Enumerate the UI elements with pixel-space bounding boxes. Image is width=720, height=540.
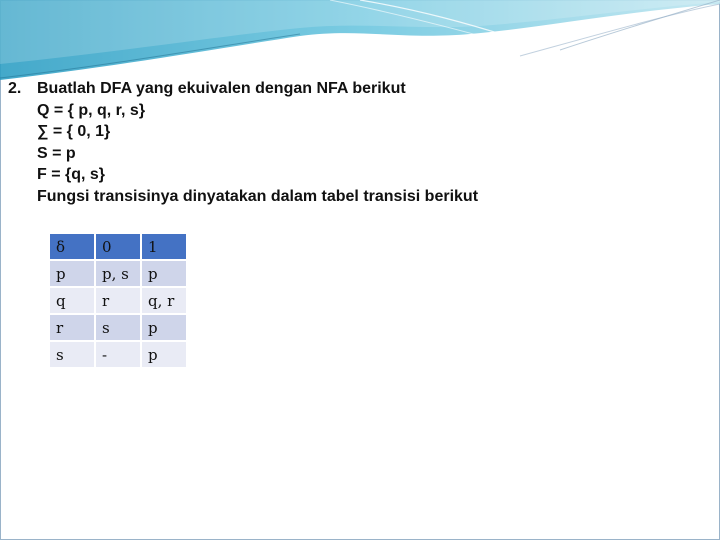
final-states: F = {q, s} (37, 166, 106, 184)
question-number: 2. (8, 80, 22, 97)
table-row (50, 342, 186, 367)
table-row (50, 261, 186, 286)
question-line (8, 164, 708, 186)
table-cell: - (96, 342, 140, 367)
question-line (8, 100, 708, 122)
table-cell: p (142, 315, 186, 340)
alphabet-set: ∑ = { 0, 1} (37, 123, 111, 141)
question-title: Buatlah DFA yang ekuivalen dengan NFA berikut (37, 80, 406, 97)
table-cell: p (50, 261, 94, 286)
table-cell: r (50, 315, 94, 340)
table-cell: s (96, 315, 140, 340)
question-block (8, 78, 708, 208)
table-cell: s (50, 342, 94, 367)
question-line (8, 143, 708, 165)
table-cell: q (50, 288, 94, 313)
table-cell: p (142, 342, 186, 367)
table-cell: r (96, 288, 140, 313)
transition-table (48, 232, 188, 369)
header-wave-decoration (0, 0, 720, 82)
table-intro: Fungsi transisinya dinyatakan dalam tabel transisi berikut (37, 187, 479, 205)
header-cell: δ (50, 234, 94, 259)
question-line (8, 121, 708, 143)
question-line (8, 186, 708, 208)
start-state: S = p (37, 144, 76, 162)
table-cell: p (142, 261, 186, 286)
question-line (8, 78, 708, 100)
transition-table-container (48, 232, 188, 369)
header-cell: 0 (96, 234, 140, 259)
header-cell: 1 (142, 234, 186, 259)
table-row (50, 315, 186, 340)
table-header-row (50, 234, 186, 259)
table-row (50, 288, 186, 313)
table-cell: p, s (96, 261, 140, 286)
states-set: Q = { p, q, r, s} (37, 101, 146, 119)
table-cell: q, r (142, 288, 186, 313)
